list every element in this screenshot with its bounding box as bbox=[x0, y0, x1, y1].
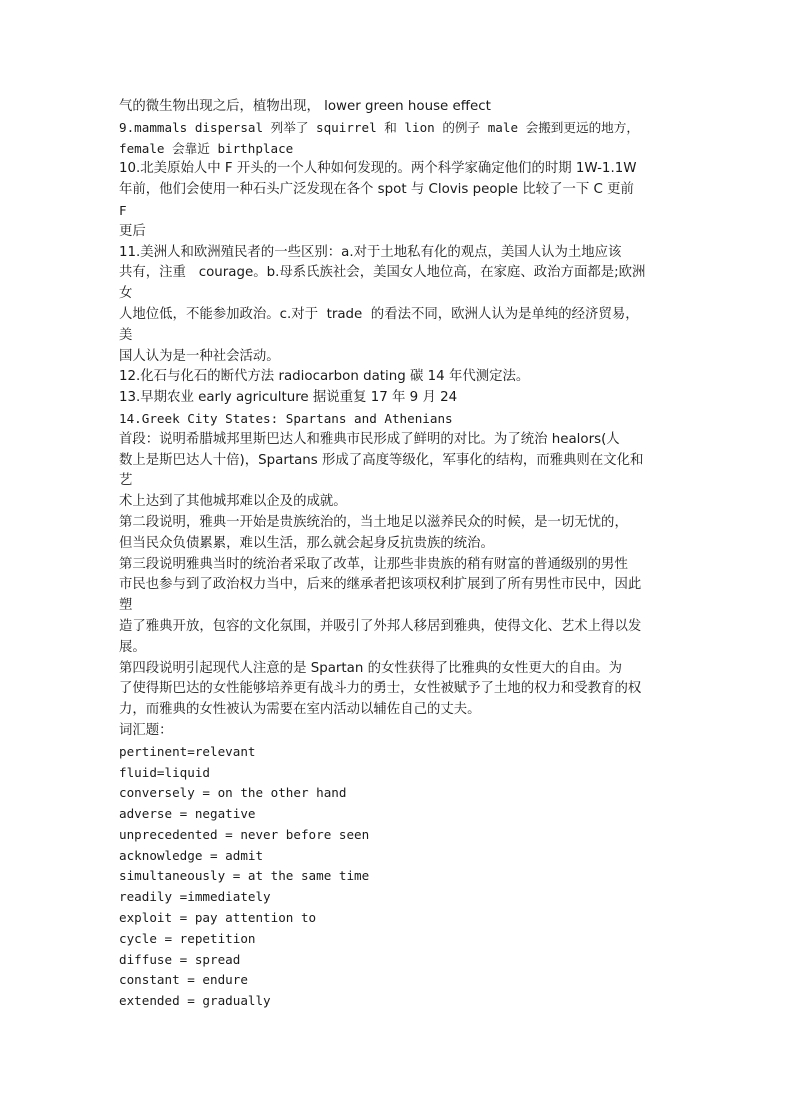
text-line: 数上是斯巴达人十倍)，Spartans 形成了高度等级化，军事化的结构，而雅典则在文化和 bbox=[119, 452, 644, 468]
vocabulary-item: fluid=liquid bbox=[119, 764, 210, 780]
text-line: 11.美洲人和欧洲殖民者的一些区别：a.对于土地私有化的观点，美国人认为土地应该 bbox=[119, 244, 622, 260]
vocabulary-item: constant = endure bbox=[119, 972, 248, 988]
text-line: 人地位低，不能参加政治。c.对于 trade 的看法不同，欧洲人认为是单纯的经济贸易， bbox=[119, 306, 639, 322]
text-line: 年前，他们会使用一种石头广泛发现在各个 spot 与 Clovis people 比较了一下 C 更前 bbox=[119, 182, 634, 198]
text-line: 气的微生物出现之后，植物出现， lower green house effect bbox=[119, 99, 491, 114]
text-line: 12.化石与化石的断代方法 radiocarbon dating 碳 14 年代测定法。 bbox=[119, 369, 530, 385]
vocabulary-item: acknowledge = admit bbox=[119, 847, 264, 863]
vocabulary-heading: 词汇题： bbox=[119, 722, 173, 738]
text-line: 美 bbox=[119, 327, 133, 343]
document-page bbox=[119, 97, 679, 1012]
text-line: 10.北美原始人中 F 开头的一个人种如何发现的。两个科学家确定他们的时期 1W-1.1W bbox=[119, 161, 637, 177]
vocabulary-item: adverse = negative bbox=[119, 806, 256, 822]
vocabulary-item: extended = gradually bbox=[119, 993, 271, 1009]
vocabulary-item: conversely = on the other hand bbox=[119, 785, 347, 801]
section-heading: 14.Greek City States: Spartans and Athenians bbox=[119, 410, 453, 426]
text-line: 造了雅典开放，包容的文化氛围，并吸引了外邦人移居到雅典，使得文化、艺术上得以发 bbox=[119, 618, 642, 634]
text-line: 市民也参与到了政治权力当中，后来的继承者把该项权利扩展到了所有男性市民中，因此 bbox=[119, 577, 642, 593]
vocabulary-item: cycle = repetition bbox=[119, 930, 256, 946]
text-line: 了使得斯巴达的女性能够培养更有战斗力的勇士，女性被赋予了土地的权力和受教育的权 bbox=[119, 681, 642, 697]
vocabulary-item: simultaneously = at the same time bbox=[119, 868, 370, 884]
vocabulary-item: diffuse = spread bbox=[119, 951, 241, 967]
text-line: 9.mammals dispersal 列举了 squirrel 和 lion 的例子 male 会搬到更远的地方， bbox=[119, 119, 639, 135]
text-line: 术上达到了其他城邦难以企及的成就。 bbox=[119, 494, 347, 510]
text-line: 塑 bbox=[119, 598, 133, 614]
text-line: 第二段说明，雅典一开始是贵族统治的，当土地足以滋养民众的时候，是一切无忧的， bbox=[119, 514, 628, 530]
text-line: 展。 bbox=[119, 639, 146, 655]
text-line: 更后 bbox=[119, 223, 146, 239]
text-line: 女 bbox=[119, 286, 133, 302]
text-line: F bbox=[119, 202, 127, 218]
text-line: 共有，注重 courage。b.母系氏族社会，美国女人地位高，在家庭、政治方面都是;欧洲 bbox=[119, 265, 646, 281]
text-line: 第四段说明引起现代人注意的是 Spartan 的女性获得了比雅典的女性更大的自由。为 bbox=[119, 660, 623, 676]
text-line: 第三段说明雅典当时的统治者采取了改革，让那些非贵族的稍有财富的普通级别的男性 bbox=[119, 556, 628, 572]
vocabulary-item: pertinent=relevant bbox=[119, 743, 256, 759]
vocabulary-item: readily =immediately bbox=[119, 889, 271, 905]
text-line: 但当民众负债累累，难以生活，那么就会起身反抗贵族的统治。 bbox=[119, 535, 494, 551]
text-line: 首段：说明希腊城邦里斯巴达人和雅典市民形成了鲜明的对比。为了统治 healors(人 bbox=[119, 431, 620, 447]
text-line: 13.早期农业 early agriculture 据说重复 17 年 9 月 24 bbox=[119, 390, 458, 406]
text-line: female 会靠近 birthplace bbox=[119, 140, 294, 156]
vocabulary-item: unprecedented = never before seen bbox=[119, 826, 370, 842]
vocabulary-item: exploit = pay attention to bbox=[119, 910, 317, 926]
text-line: 艺 bbox=[119, 473, 133, 489]
text-line: 力，而雅典的女性被认为需要在室内活动以辅佐自己的丈夫。 bbox=[119, 702, 481, 718]
text-line: 国人认为是一种社会活动。 bbox=[119, 348, 280, 364]
